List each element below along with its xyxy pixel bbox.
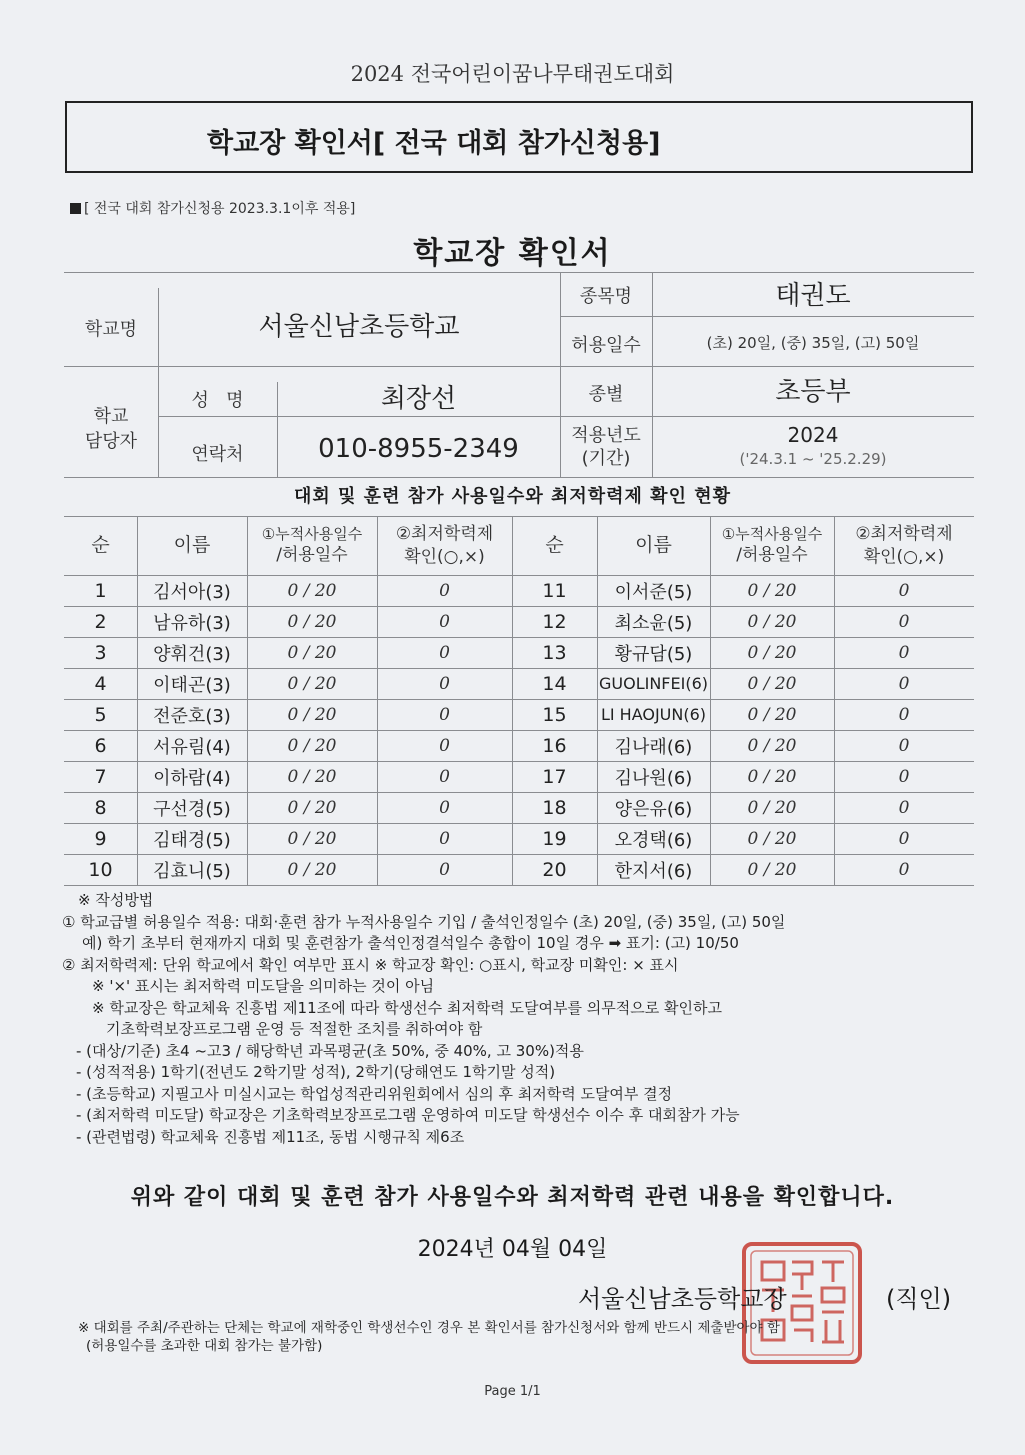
days-used: 0 / 20 (747, 580, 797, 601)
row-number: 14 (542, 672, 567, 695)
academic-check: 0 (898, 735, 910, 756)
row-number: 19 (542, 827, 567, 850)
row-number: 20 (542, 858, 567, 881)
instruction-line: 기초학력보장프로그램 운영 등 적절한 조치를 취하여야 함 (106, 1020, 483, 1038)
header-days-line2: /허용일수 (736, 545, 808, 566)
footnote-line: ※ 대회를 주최/주관하는 단체는 학교에 재학중인 학생선수인 경우 본 확인서를 참가신청서와 함께 반드시 제출받아야 함 (78, 1320, 780, 1336)
days-used: 0 / 20 (287, 673, 337, 694)
days-used: 0 / 20 (287, 828, 337, 849)
contact-value: 010-8955-2349 (318, 433, 519, 464)
title-box (65, 101, 973, 173)
header-academic-line2: 확인(○,×) (404, 546, 485, 567)
level-value: 초등부 (775, 376, 851, 407)
sport-label: 종목명 (579, 286, 633, 307)
contact-label: 연락처 (191, 443, 244, 465)
row-number: 5 (94, 703, 107, 726)
student-name: 이서준(5) (614, 581, 693, 603)
days-used: 0 / 20 (747, 859, 797, 880)
days-used: 0 / 20 (747, 766, 797, 787)
academic-check: 0 (439, 766, 450, 787)
manager-label-2: 담당자 (84, 430, 138, 452)
days-used: 0 / 20 (287, 859, 337, 880)
row-number: 6 (94, 734, 107, 757)
sport-value: 태권도 (775, 280, 851, 311)
academic-check: 0 (439, 859, 450, 880)
issue-date: 2024년 04월 04일 (417, 1237, 608, 1262)
row-number: 3 (94, 641, 107, 664)
year: 2024 (787, 423, 839, 447)
manager-name: 최장선 (380, 383, 457, 414)
instruction-line: - (대상/기준) 초4 ~고3 / 해당학년 과목평균(초 50%, 중 40%, 고 30%)적용 (76, 1041, 584, 1060)
year-value (652, 418, 974, 476)
instruction-line: 예) 학기 초부터 현재까지 대회 및 훈련참가 출석인정결석일수 총합이 10일 경우 ➡ 표기: (고) 10/50 (82, 934, 739, 952)
school-name: 서울신남초등학교 (258, 311, 460, 342)
days-used: 0 / 20 (747, 611, 797, 632)
row-number: 16 (542, 734, 567, 757)
academic-check: 0 (898, 766, 910, 787)
year-label-2: (기간) (581, 448, 631, 469)
applicability-note (70, 198, 355, 218)
academic-check: 0 (898, 673, 910, 694)
academic-check: 0 (439, 611, 450, 632)
academic-check: 0 (439, 580, 450, 601)
left-header-name: 이름 (173, 533, 211, 556)
name-label: 성 명 (191, 390, 244, 411)
days-used: 0 / 20 (747, 673, 797, 694)
student-name: GUOLINFEI(6) (599, 674, 708, 693)
row-number: 8 (94, 796, 107, 819)
event-title: 2024 전국어린이꿈나무태권도대회 (350, 62, 675, 86)
student-name: 이하람(4) (153, 767, 231, 789)
academic-check: 0 (898, 642, 910, 663)
left-header-academic (377, 516, 512, 575)
header-academic-line1: ②최저학력제 (855, 523, 953, 544)
days-used: 0 / 20 (747, 828, 797, 849)
instruction-line: ② 최저학력제: 단위 학교에서 확인 여부만 표시 ※ 학교장 확인: ○표시, 학교장 미확인: × 표시 (62, 955, 679, 974)
student-name: 오경택(6) (614, 829, 693, 851)
student-name: 김효니(5) (153, 860, 231, 882)
days-used: 0 / 20 (747, 704, 797, 725)
header-days-line2: /허용일수 (276, 545, 348, 566)
student-name: 이태곤(3) (153, 674, 231, 696)
days-used: 0 / 20 (287, 797, 337, 818)
note-text: [ 전국 대회 참가신청용 2023.3.1이후 적용] (84, 201, 356, 217)
days-used: 0 / 20 (287, 580, 337, 601)
academic-check: 0 (898, 797, 910, 818)
box-title: 학교장 확인서[ 전국 대회 참가신청용] (207, 128, 661, 159)
row-number: 9 (94, 827, 107, 850)
row-number: 2 (94, 610, 107, 633)
allowed-days: (초) 20일, (중) 35일, (고) 50일 (706, 333, 920, 352)
student-name: 전준호(3) (153, 705, 231, 727)
row-number: 7 (94, 765, 107, 788)
row-number: 15 (542, 703, 567, 726)
student-name: 김나래(6) (614, 736, 693, 758)
allowed-label: 허용일수 (571, 335, 641, 356)
student-name: 남유하(3) (153, 612, 231, 634)
right-header-no: 순 (545, 533, 564, 556)
row-number: 17 (542, 765, 567, 788)
row-number: 11 (542, 579, 567, 602)
academic-check: 0 (439, 704, 450, 725)
header-academic-line1: ②최저학력제 (395, 523, 494, 544)
year-label (560, 418, 652, 476)
row-number: 18 (542, 796, 567, 819)
days-used: 0 / 20 (287, 704, 337, 725)
student-name: 구선경(5) (153, 798, 231, 820)
academic-check: 0 (439, 828, 450, 849)
page-number: Page 1/1 (484, 1384, 541, 1399)
academic-check: 0 (898, 828, 910, 849)
academic-check: 0 (439, 735, 450, 756)
header-days-line1: ①누적사용일수 (261, 524, 363, 543)
instruction-line: ① 학교급별 허용일수 적용: 대회·훈련 참가 누적사용일수 기입 / 출석인정일수 (초) 20일, (중) 35일, (고) 50일 (62, 912, 786, 931)
student-name: 서유림(4) (153, 736, 231, 758)
square-bullet-icon (70, 203, 81, 214)
period: ('24.3.1 ~ '25.2.29) (739, 450, 887, 468)
academic-check: 0 (898, 611, 910, 632)
left-header-no: 순 (91, 533, 110, 556)
right-header-name: 이름 (635, 533, 672, 556)
instructions (62, 890, 962, 1148)
days-used: 0 / 20 (747, 735, 797, 756)
left-header-days (247, 516, 377, 575)
student-name: 김나원(6) (614, 767, 693, 789)
instruction-line: ※ 학교장은 학교체육 진흥법 제11조에 따라 학생선수 최저학력 도달여부를 의무적으로 확인하고 (92, 998, 722, 1017)
student-name: 김태경(5) (153, 829, 231, 851)
roster-title: 대회 및 훈련 참가 사용일수와 최저학력제 확인 현황 (293, 486, 731, 507)
student-name: 양은유(6) (614, 798, 693, 820)
year-label-1: 적용년도 (571, 425, 641, 446)
row-number: 10 (88, 858, 113, 881)
days-used: 0 / 20 (747, 797, 797, 818)
student-name: 황규담(5) (614, 643, 693, 665)
right-header-academic (834, 516, 974, 575)
student-name: 양휘건(3) (153, 643, 231, 665)
academic-check: 0 (898, 704, 910, 725)
confirmation-statement: 위와 같이 대회 및 훈련 참가 사용일수와 최저학력 관련 내용을 확인합니다. (130, 1185, 895, 1210)
header-days-line1: ①누적사용일수 (721, 524, 823, 543)
student-name: 한지서(6) (614, 860, 693, 882)
student-name: 김서아(3) (153, 581, 231, 603)
instruction-line: - (성적적용) 1학기(전년도 2학기말 성적), 2학기(당해연도 1학기말 성적) (76, 1063, 556, 1081)
row-number: 13 (542, 641, 567, 664)
level-label: 종별 (588, 384, 624, 405)
footnote-line: (허용일수를 초과한 대회 참가는 불가함) (86, 1338, 323, 1354)
academic-check: 0 (898, 580, 910, 601)
days-used: 0 / 20 (747, 642, 797, 663)
academic-check: 0 (898, 859, 910, 880)
student-name: 최소윤(5) (614, 612, 693, 634)
manager-label (64, 380, 158, 477)
row-number: 4 (94, 672, 107, 695)
right-header-days (710, 516, 834, 575)
days-used: 0 / 20 (287, 642, 337, 663)
academic-check: 0 (439, 797, 450, 818)
instruction-line: - (최저학력 미도달) 학교장은 기초학력보장프로그램 운영하여 미도달 학생선수 이수 후 대회참가 가능 (76, 1106, 740, 1124)
instruction-line: - (관련법령) 학교체육 진흥법 제11조, 동법 시행규칙 제6조 (76, 1127, 465, 1146)
row-number: 12 (542, 610, 567, 633)
footnote (78, 1319, 978, 1355)
row-number: 1 (94, 579, 107, 602)
academic-check: 0 (439, 642, 450, 663)
academic-check: 0 (439, 673, 450, 694)
student-name: LI HAOJUN(6) (600, 705, 707, 724)
days-used: 0 / 20 (287, 735, 337, 756)
manager-label-1: 학교 (93, 405, 129, 427)
signer-name: 서울신남초등학교장 (578, 1285, 787, 1313)
instruction-line: ※ 작성방법 (78, 891, 154, 909)
days-used: 0 / 20 (287, 766, 337, 787)
school-label: 학교명 (84, 319, 138, 340)
instruction-line: ※ '×' 표시는 최저학력 미도달을 의미하는 것이 아님 (92, 977, 435, 995)
seal-label: (직인) (886, 1285, 952, 1313)
days-used: 0 / 20 (287, 611, 337, 632)
header-academic-line2: 확인(○,×) (863, 546, 945, 567)
instruction-line: - (초등학교) 지필고사 미실시교는 학업성적관리위원회에서 심의 후 최저학력 도달여부 결정 (76, 1084, 673, 1103)
form-title: 학교장 확인서 (413, 236, 612, 271)
